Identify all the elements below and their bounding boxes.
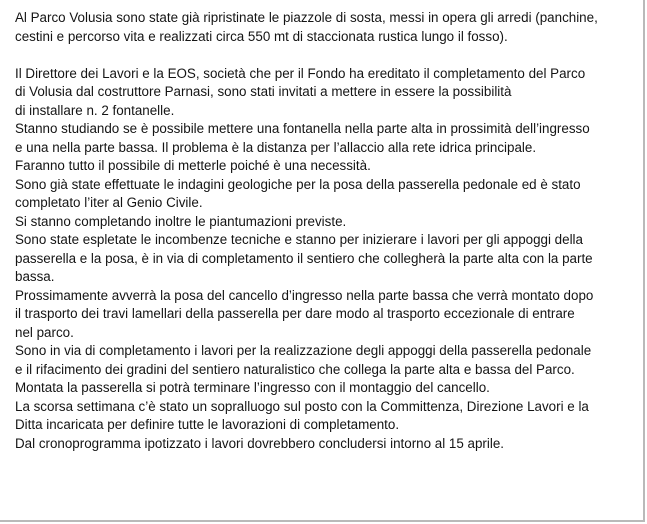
text-line: di Volusia dal costruttore Parnasi, sono stati invitati a mettere in essere la possibilità [15, 84, 512, 99]
text-line: Al Parco Volusia sono state già ripristinate le piazzole di sosta, messi in opera gli arredi (panchine, [15, 10, 598, 25]
text-line: Prossimamente avverrà la posa del cancello d’ingresso nella parte bassa che verrà montato dopo [15, 287, 594, 303]
text-line: il trasporto dei travi lamellari della passerella per dare modo al trasporto eccezionale di entrare [15, 306, 575, 321]
text-line: Sono in via di completamento i lavori per la realizzazione degli appoggi della passerella pedonale [15, 343, 592, 358]
text-line: Ditta incaricata per definire tutte le lavorazioni di completamento. [15, 417, 400, 432]
text-line: bassa. [15, 269, 55, 284]
text-line: completato l’iter al Genio Civile. [15, 195, 203, 210]
text-line: e il rifacimento dei gradini del sentiero naturalistico che collega la parte alta e bassa del Parco. [15, 361, 575, 377]
text-line: Sono già state effettuate le indagini geologiche per la posa della passerella pedonale ed è stato [15, 176, 581, 192]
text-line: Montata la passerella si potrà terminare l’ingresso con il montaggio del cancello. [15, 380, 490, 395]
text-line: e una nella parte bassa. Il problema è la distanza per l’allaccio alla rete idrica principale. [15, 139, 537, 155]
text-line: di installare n. 2 fontanelle. [15, 102, 175, 118]
text-line: Faranno tutto il possibile di metterle poiché è una necessità. [15, 158, 371, 173]
text-line: Stanno studiando se è possibile mettere una fontanella nella parte alta in prossimità dell’ingresso [15, 121, 590, 136]
text-line: Dal cronoprogramma ipotizzato i lavori dovrebbero concludersi intorno al 15 aprile. [15, 435, 505, 451]
paragraph-intro [15, 9, 635, 46]
text-line: Sono state espletate le incombenze tecniche e stanno per inizierare i lavori per gli appoggi della [15, 232, 583, 247]
text-line: La scorsa settimana c’è stato un sopralluogo sul posto con la Committenza, Direzione Lavori e la [15, 398, 589, 414]
text-line: passerella e la posa, è in via di completamento il sentiero che collegherà la parte alta con la parte [15, 250, 593, 266]
text-line: cestini e percorso vita e realizzati circa 550 mt di staccionata rustica lungo il fosso). [15, 28, 508, 44]
text-line: Si stanno completando inoltre le piantumazioni previste. [15, 213, 347, 229]
document-text [15, 9, 635, 453]
text-line: nel parco. [15, 324, 74, 340]
paragraph-gap [15, 46, 635, 65]
paragraph-update [15, 65, 635, 454]
text-line: Il Direttore dei Lavori e la EOS, società che per il Fondo ha ereditato il completamento del Parco [15, 65, 586, 81]
